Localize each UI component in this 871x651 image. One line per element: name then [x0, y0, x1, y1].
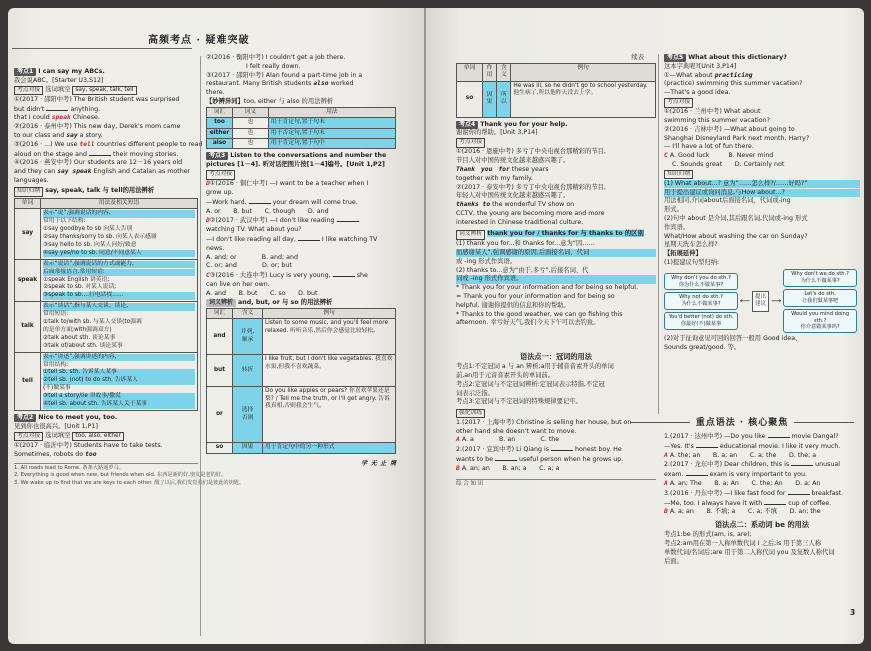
- q14-options: A. an; an B. an; a C. a; a: [461, 464, 560, 472]
- q11-line-b: 节目人对中国传统文化越来越感兴趣了。: [456, 157, 570, 165]
- usage-line: ①talk to/with sb. 与某人交谈(to强调: [43, 319, 142, 326]
- q8-text-d: your dream will come true.: [272, 198, 358, 206]
- kaodian-4-source: 谢谢你的帮助。[Unit 3,P14]: [456, 129, 538, 137]
- explain-line: afternoon. 幸亏好天气,我们今天下午可以去钓鱼。: [456, 319, 600, 327]
- mind-map-node: You'd better (not) do sth. 你最好(不)做某事: [664, 312, 738, 330]
- continued-label: 续表: [631, 54, 644, 61]
- q10-options: A. and B. but C. so D. but: [206, 289, 318, 297]
- q2-text-c: a story.: [79, 131, 103, 139]
- grammar-rule-line: 考点2:am用在第一人称单数代词 I 之后;is 用于第三人称: [664, 539, 822, 547]
- q20-text-c: —Me, too. I always have it with: [664, 499, 763, 507]
- so-table-header-word: 单词: [457, 63, 483, 81]
- kaodian-2-badge: 考点2: [14, 414, 36, 422]
- table-row: [207, 128, 396, 138]
- page-header-title: 高频考点 · 疑难突破: [148, 35, 250, 46]
- kaodian-instruction: 选词填空: [45, 85, 71, 93]
- kaodian-1-source: 我会说ABC。[Starter U3,S12]: [14, 76, 104, 84]
- q9-text-e: news.: [206, 244, 225, 252]
- q3-text: ③(2016 · ...) We use: [14, 140, 78, 148]
- zhishi-label: 知识归纳: [14, 187, 43, 197]
- table3-meaning: 并列, 顺承: [233, 319, 263, 355]
- table-word-talk: talk: [15, 302, 41, 352]
- word-options-box: say, speak, talk, tell: [72, 86, 136, 96]
- q12-text-f: interested in Chinese traditional culture.: [456, 218, 584, 226]
- footnote-3: 3. We wake up to find that we are keys to each other. 醒了以后,我们发觉我们是彼此的钥匙。: [14, 479, 245, 486]
- mind-map-left: [664, 273, 738, 330]
- grammar-rule-line: 单数代词/名词后;are 用于第二人称代词 you 及复数人称代词: [664, 548, 835, 556]
- table3-example: I like fruit, but I don't like vegetables. 我喜欢水果,但我不喜欢蔬菜。: [263, 355, 396, 387]
- arrow-icon: ⟶: [771, 296, 782, 305]
- kaodian-5-label: 考点对接: [664, 98, 693, 108]
- q10-text: ③(2016 · 大连中考) Lucy is very young,: [209, 272, 331, 280]
- q1-text-c: Chinese.: [72, 114, 100, 122]
- table-usage-speak: [41, 259, 198, 302]
- q13-line: 1.(2017 · 上海中考) Christine is selling her house, but on: [456, 418, 632, 426]
- column-divider: [658, 54, 659, 414]
- q20-text-b: breakfast.: [811, 489, 844, 497]
- q4-text-c: English and Catalan as mother: [93, 168, 191, 176]
- usage-line: ③say hello to sb. 向某人问好/致意: [43, 241, 137, 248]
- so-table-header-example: 例句: [511, 63, 656, 81]
- q15-text-b: (practice) swimming this summer vacation?: [664, 80, 803, 88]
- table3-example: Listen to some music, and you'll feel more relaxed. 听听音乐,然后你会感觉比较轻松。: [263, 319, 396, 355]
- usage-line: ②talk about sth. 谈论某事: [43, 334, 116, 341]
- table-row: [207, 319, 396, 355]
- explain-line: (2) thanks to...意为“由于,多亏”,后接名词、代: [456, 266, 589, 274]
- q19-text-b: unusual: [815, 461, 840, 469]
- arrow-icon: ⟵: [740, 296, 751, 305]
- kaodian-2-source: 见到你也很高兴。[Unit 1,P1]: [14, 422, 98, 430]
- q20-options: A. a; an B. 不填; a C. a; 不填 D. an; the: [669, 508, 821, 516]
- q4-line: ④(2016 · 燕安中考) Our students are 12－16 years old: [14, 159, 183, 167]
- table2-word: also: [207, 139, 233, 149]
- q15-handwritten-answer: practicing: [714, 71, 753, 79]
- mind-map-node: Why not do sth.? 为什么不做某事?: [664, 292, 738, 310]
- mind-map-node: Would you mind doing sth.? 你介意做某事吗?: [783, 309, 857, 334]
- q19-handwritten-answer: A: [664, 479, 668, 487]
- q2-handwritten-answer: say: [66, 131, 78, 139]
- q7-text-c: worked: [330, 80, 354, 88]
- table-row: [15, 259, 198, 302]
- table-header-word: 单词: [15, 198, 41, 208]
- grammar-rule-line: 词表示泛指。: [456, 389, 494, 397]
- tuozhan-2: (2)对于征询意见可回的回答一般用 Good idea、: [664, 335, 802, 343]
- q18-text-c: —Yes. It's: [664, 442, 694, 450]
- explain-line: 或 -ing 形式作宾语。: [456, 257, 517, 265]
- explain-line: 用于提出建议或询问消息,与How about...?: [664, 189, 860, 197]
- kaodian-4-sentence: Thank you for your help.: [480, 120, 568, 128]
- suggestion-mind-map: [664, 269, 860, 333]
- table2-header-meaning: 词义: [233, 107, 269, 117]
- usage-line: ②speak to sb. 对某人说话;: [43, 284, 117, 291]
- q4-handwritten-answer: say speak: [57, 168, 92, 176]
- q8-text-c: —Work hard,: [206, 198, 247, 206]
- q16-line: ①(2016 · 兰州中考) What about: [664, 108, 761, 116]
- q8-text-b: grow up.: [206, 188, 234, 196]
- q3-text-d: their moving stories.: [113, 150, 179, 158]
- table-row: [15, 352, 198, 410]
- q6-line: ②(2016 · 衡阳中考) I couldn't get a job there.: [206, 54, 346, 61]
- q1-handwritten-answer: speak: [51, 114, 71, 122]
- q1-text-b: that I could: [14, 114, 50, 122]
- zhishi-text: say, speak, talk 与 tell的用法辨析: [45, 187, 155, 195]
- q11-hand-3: for: [498, 165, 510, 173]
- q11-hand-1: Thank: [456, 165, 475, 173]
- too-either-also-table: [206, 107, 396, 150]
- q3-text-c: aloud on the stage and: [14, 150, 87, 158]
- usage-line: ③tell a story/lie 讲故事/撒谎: [43, 393, 195, 400]
- q11-hand-2: you: [480, 165, 493, 173]
- q20-text: 3.(2016 · 丹东中考) —I like fast food for: [664, 489, 786, 497]
- q2-line: ②(2016 · 泰州中考) This new day, Derek's mom came: [14, 123, 181, 131]
- q14-text-b: honest boy. He: [575, 446, 622, 454]
- explain-line: (1) What about...? 意为“……怎么样?/……好吗?”: [664, 180, 860, 188]
- q18-options: A. the; an B. a; an C. a; the D. the; a: [669, 451, 817, 459]
- q5-line: ①(2017 · 临沂中考) Students have to take tests.: [14, 441, 163, 449]
- q9-text-c: —I don't like reading all day,: [206, 235, 296, 243]
- q18-text-d: educational movie. I like it very much.: [719, 442, 841, 450]
- explain-line: 星期天洗车怎么样?: [664, 241, 718, 249]
- usage-line: 后面常接语言,常用短语:: [43, 269, 195, 276]
- zhishi-3-label: 知识归纳: [664, 170, 693, 180]
- grammar-rule-line: 考点2:定冠词与不定冠词辨析:定冠词表示特指,不定冠: [456, 380, 605, 388]
- table3-example: Do you like apples or pears? 你喜欢苹果还是梨? / Tell me the truth, or I'll get angry. 告诉我真相,否则我会生气。: [263, 387, 396, 443]
- table-row: [15, 302, 198, 352]
- explain-line: * Thanks to the good weather, we can go fishing this: [456, 310, 623, 318]
- q13-handwritten-answer: A: [456, 436, 460, 444]
- q7-text-d: there.: [206, 89, 225, 97]
- table3-word: or: [207, 387, 233, 443]
- q5-text-b: Sometimes, robots do: [14, 450, 84, 458]
- q4-text-b: and they can: [14, 168, 56, 176]
- explain-line: * Thank you for your information and for being so helpful.: [456, 284, 639, 292]
- q8-options: A. or B. but C. though D. and: [206, 207, 329, 215]
- q10-text-b: she: [356, 272, 368, 280]
- q12-line-b: 年轻人对中国传统文化越来越感兴趣了。: [456, 192, 570, 200]
- q18-text-b: movie Dangal?: [791, 433, 839, 440]
- q10-handwritten-answer: C: [206, 272, 210, 280]
- kaodian-label: 考点对接: [14, 86, 43, 96]
- kaodian-1-sentence: I can say my ABCs.: [38, 68, 105, 75]
- core-grammar-title: 重点语法 · 核心聚焦: [622, 418, 862, 430]
- q19-text-c: exam.: [664, 471, 684, 479]
- q17-options-1: A. Good luck B. Never mind: [669, 152, 774, 160]
- q14-handwritten-answer: B: [456, 464, 460, 472]
- usage-line: 表示“讲述”,强调讲述的内容,: [43, 354, 195, 361]
- q10-text-c: can live on her own.: [206, 280, 270, 288]
- mind-map-node: Why don't we do sth.? 为什么不做某事?: [783, 269, 857, 287]
- q14-text-c: wants to be: [456, 455, 493, 463]
- footnotes: [14, 463, 245, 487]
- explain-line: 而感谢某人”,强调感谢的原因,后面接名词、代词: [456, 249, 656, 257]
- table-row: [207, 355, 396, 387]
- footer-stamp: 学 无 止 境: [361, 459, 396, 467]
- table3-meaning: 选择 否则: [233, 387, 263, 443]
- grammar-rule-line: 考点3:定冠词与不定冠词的特殊规律要记牢。: [456, 398, 582, 406]
- so-table-header-role: 作用: [483, 63, 497, 81]
- left-col-2: [206, 54, 396, 644]
- q7-text-b: restaurant. Many British students: [206, 80, 312, 88]
- q17-options-2: C. Sounds great D. Certainly not: [672, 160, 785, 168]
- q3-text-b: countries different people to read: [96, 140, 203, 148]
- kaodian-5-badge: 考点5: [664, 54, 686, 62]
- usage-line: 表示“说话”,强调说话的方式或能力,: [43, 261, 195, 268]
- usage-line: ③speak to sb....打电话找……: [43, 292, 195, 299]
- q19-text: 2.(2017 · 龙东中考) Dear children, this is: [664, 461, 790, 469]
- table2-header-word: 词汇: [207, 107, 233, 117]
- table2-usage: 用于肯定句,置于句中: [268, 139, 395, 149]
- explain-line: helpful. 谢谢你提供的信息和你的帮助。: [456, 301, 570, 309]
- usage-line: 常用短语:: [43, 311, 69, 318]
- q12-text-d: the wonderful TV show on: [492, 201, 575, 209]
- usage-line: ③talk of/about sth. 谈论某事: [43, 342, 123, 349]
- so-table-example: He was ill, so he didn't go to school yesterday. 他生病了,所以他昨天没去上学。: [511, 81, 656, 117]
- table-usage-say: [41, 209, 198, 259]
- q15-text-c: —That's a good idea.: [664, 89, 731, 97]
- mind-map-right: [783, 269, 857, 333]
- grammar-rule-line: 考点1:不定冠词 a 与 an 辨析;a用于辅音音素开头的单词: [456, 363, 614, 371]
- tuozhan-3: Sounds great/good. 等。: [664, 344, 741, 352]
- q19-options: A. an; The B. a; An C. the; An D. a; An: [669, 479, 821, 487]
- bianxi-text: too, either 与 also 的用法辨析: [243, 97, 334, 105]
- kaodian-4-label: 考点对接: [456, 138, 485, 148]
- q17-handwritten-answer: C: [664, 152, 668, 160]
- q15-text: ①—What about: [664, 71, 713, 79]
- table2-meaning: 也: [233, 118, 269, 128]
- footnote-2: 2. Everything is good when new, but friends when old. 东西是新的好,朋友是老的好。: [14, 472, 227, 479]
- usage-line: 常用于以下结构:: [43, 218, 86, 225]
- q1-text-e: anything.: [70, 105, 101, 113]
- q9-text-d: I like watching TV: [321, 235, 378, 243]
- usage-line: ①tell sb. sth. 告诉某人某事: [43, 369, 195, 376]
- footnote-1: 1. All roads lead to Rome. 条条大路通罗马。: [14, 464, 124, 471]
- q5-handwritten-answer: too: [85, 450, 97, 458]
- q11-text-g: together with my family.: [456, 174, 533, 182]
- table3-header-meaning: 含义: [233, 308, 263, 318]
- table-row: [457, 81, 656, 117]
- table2-usage: 用于否定句,置于句末: [268, 128, 395, 138]
- page-number: 3: [850, 608, 856, 617]
- zhishi-2-text: thank you for / thanks for 与 thanks to 的区别: [487, 230, 644, 238]
- word-options-2-box: too, also, either: [72, 432, 124, 442]
- q8-text: ①(2016 · 铜仁中考) —I want to be a teacher when I: [209, 180, 369, 188]
- table-row: [207, 118, 396, 128]
- kaodian-2-label: 考点对接: [14, 432, 43, 442]
- usage-line: 表示“谈话”,指与某人交谈、谈论,: [43, 303, 195, 310]
- header-rule: [12, 48, 192, 49]
- table2-meaning: 也: [233, 128, 269, 138]
- grammar-rule-line: 前,an用于元音音素开头的单词前。: [456, 371, 555, 379]
- q18-handwritten-answer: A: [664, 451, 668, 459]
- column-divider: [200, 56, 201, 636]
- q13-line-b: other hand she doesn't want to move.: [456, 427, 577, 435]
- zhishi-2-label: 词义辨析: [456, 230, 485, 240]
- table2-word: too: [207, 118, 233, 128]
- q1-text-d: but didn't: [14, 105, 45, 113]
- kaodian-5-source: 这本字典呢?[Unit 3,P14]: [664, 62, 737, 70]
- usage-line: 表示“说”,强调说话的内容,: [43, 210, 195, 217]
- q16-line-b: swimming this summer vacation?: [664, 116, 770, 124]
- explain-line: What/How about washing the car on Sunday?: [664, 232, 808, 240]
- q20-handwritten-answer: B: [664, 508, 668, 516]
- q2-text-b: to our class and: [14, 131, 65, 139]
- q7-handwritten-answer: also: [313, 80, 329, 88]
- explain-line: 作宾语。: [664, 223, 690, 231]
- mind-map-node: Let's do sth. 让我们做某事吧: [783, 289, 857, 307]
- table2-word: either: [207, 128, 233, 138]
- table-usage-talk: [41, 302, 198, 352]
- table2-meaning: 也: [233, 139, 269, 149]
- table-header-usage: 用法及相关短语: [41, 198, 198, 208]
- q1-line: ①(2017 · 邵阳中考) The British student was surprised: [14, 95, 180, 103]
- kaodian-3-label: 考点对接: [206, 170, 235, 180]
- kaodian-5-sentence: What about this dictionary?: [688, 54, 787, 61]
- cihui-title: and, but, or 与 so 的用法辨析: [238, 299, 333, 306]
- q11-text-f: these years: [511, 165, 549, 173]
- say-speak-talk-tell-table: [14, 198, 198, 411]
- q18-text: 1.(2017 · 达州中考) —Do you like: [664, 433, 766, 440]
- table-word-say: say: [15, 209, 41, 259]
- q12-line: ②(2017 · 泰安中考) 多亏了中央电视台那精彩的节目,: [456, 183, 606, 191]
- grammar-rule-line: 后面。: [664, 557, 683, 565]
- q9-text-b: watching TV. What about you?: [206, 226, 302, 234]
- table3-word: so: [207, 443, 233, 453]
- explain-line: 词或 -ing 形式作宾语。: [456, 275, 656, 283]
- kaodian-2-instruction: 选词填空: [45, 431, 71, 439]
- practice-label: 强化训练: [456, 409, 485, 419]
- tuozhan-text: (1)提建议句型归纳:: [664, 259, 720, 267]
- q14-text: 2.(2017 · 宜宾中考) Li Qiang is: [456, 446, 549, 454]
- q13-options: A. a B. an C. the: [461, 436, 560, 444]
- q12-handwritten-answer: thanks to: [456, 201, 491, 209]
- usage-line: 的是单方面;with强调双方): [43, 326, 112, 333]
- usage-line: ①speak English 讲英语;: [43, 276, 110, 283]
- so-table-word: so: [457, 81, 483, 117]
- kaodian-2-sentence: Nice to meet you, too.: [38, 414, 118, 421]
- table-word-speak: speak: [15, 259, 41, 302]
- so-continued-table: [456, 63, 656, 118]
- q9-handwritten-answer: D: [206, 217, 210, 225]
- q9-options-1: A. and; or B. and; and: [206, 253, 298, 261]
- explain-line: = Thank you for your information and for being so: [456, 292, 615, 300]
- kaodian-3-sentence: Listen to the conversations and number the: [230, 152, 387, 160]
- table3-header-word: 词汇: [207, 308, 233, 318]
- q3-handwritten-answer: tell: [79, 140, 95, 148]
- so-table-meaning: 所以: [497, 81, 511, 117]
- left-page: [8, 8, 424, 644]
- table3-example: 用于肯定句中的另一种形式: [263, 443, 396, 453]
- q11-line: ①(2016 · 恩施中考) 多亏了中央电视台那精彩的节目,: [456, 148, 606, 156]
- q14-text-d: useful person when he grows up.: [518, 455, 624, 463]
- kaodian-3-badge: 考点3: [206, 152, 228, 160]
- q9-options-2: C. or; and D. or; but: [206, 262, 292, 270]
- table-row: [207, 387, 396, 443]
- table3-header-example: 例句: [263, 308, 396, 318]
- table-row: [207, 139, 396, 149]
- grammar-point-1-title: 语法点一：冠词的用法: [520, 351, 592, 361]
- footer-left-label: 综 合 知 识: [456, 479, 656, 488]
- table3-meaning: 因果: [233, 443, 263, 453]
- explain-line: (2)句中 about 是介词,其后跟名词,代词或-ing 形式: [664, 215, 808, 223]
- bianxi-label: 【妙辨异同】: [206, 97, 244, 105]
- usage-line: ①say goodbye to sb 向某人告别: [43, 226, 133, 233]
- q17-line: ②(2016 · 吉林中考) —What about going to: [664, 125, 795, 133]
- table-word-tell: tell: [15, 352, 41, 410]
- so-table-role: 因果: [483, 81, 497, 117]
- kaodian-3-sentence-b: pictures [1－4]. 听对话把图片按[1－4]编号。[Unit 1,P2]: [206, 161, 385, 169]
- q4-text-d: languages.: [14, 176, 49, 184]
- usage-line: ②tell sb. (not) to do sth. 告诉某人: [43, 377, 195, 384]
- kaodian-1-badge: 考点1: [14, 68, 36, 76]
- usage-line: ②say thanks/sorry to sb. 向某人表示感谢: [43, 233, 157, 240]
- q9-text: ②(2017 · 武汉中考) —I don't like reading: [209, 217, 335, 225]
- table2-header-usage: 用法: [268, 107, 395, 117]
- grammar-rule-line: 考点1:be 的形式(am, is, are);: [664, 531, 752, 539]
- usage-line: ④tell sb. about sth. 告诉某人关于某事: [43, 401, 195, 408]
- q6-text-b: I felt really down.: [246, 62, 301, 70]
- q7-line: ③(2017 · 邵阳中考) Alan found a part-time job in a: [206, 71, 363, 79]
- table-row: [15, 209, 198, 259]
- mind-map-node: Why don't you do sth.? 你为什么不做某事?: [664, 273, 738, 291]
- table2-usage: 用于肯定句,置于句末: [268, 118, 395, 128]
- usage-line: ④say yes/no to sb. 同意/不同意某人: [43, 250, 195, 257]
- right-page: [426, 8, 864, 644]
- so-table-header-meaning: 含义: [497, 63, 511, 81]
- table-row: [207, 443, 396, 453]
- q20-text-d: cup of coffee.: [788, 499, 832, 507]
- table-usage-tell: [41, 352, 198, 410]
- q17-line-c: — I'll have a lot of fun there.: [664, 143, 754, 151]
- kaodian-4-badge: 考点4: [456, 121, 478, 129]
- q12-text-e: CCTV, the young are becoming more and more: [456, 209, 605, 217]
- table3-meaning: 转折: [233, 355, 263, 387]
- grammar-point-2-title: 语法点二：系动词 be 的用法: [714, 519, 810, 529]
- explain-line: 形式。: [664, 206, 683, 214]
- table3-word: and: [207, 319, 233, 355]
- right-col-2-lower: [664, 432, 860, 632]
- and-but-or-so-table: [206, 308, 396, 454]
- tuozhan-label: 【拓展延伸】: [664, 250, 702, 258]
- usage-line: (不)做某事: [43, 385, 71, 392]
- mind-map-center: 提出 建议: [752, 291, 769, 312]
- table3-word: but: [207, 355, 233, 387]
- q19-text-d: exam is very important to you.: [709, 471, 807, 479]
- q8-handwritten-answer: D: [206, 180, 210, 188]
- cihui-badge: 词义辨析: [206, 299, 236, 307]
- usage-line: 常用结构:: [43, 361, 69, 368]
- explain-line: (1) thank you for...和 thanks for...意为“因……: [456, 240, 595, 248]
- right-col-1: [456, 54, 656, 644]
- explain-line: 用法相同,介词about后面接名词、代词或-ing: [664, 197, 791, 205]
- q17-line-b: Shanghai Disneyland Park next month, Harry?: [664, 134, 810, 142]
